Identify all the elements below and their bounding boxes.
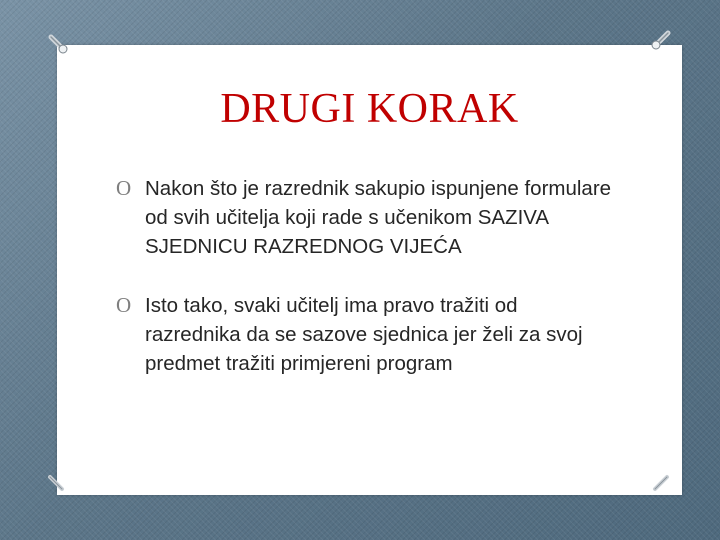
push-pin-icon bbox=[47, 474, 67, 494]
bullet-item bbox=[116, 291, 616, 378]
bullet-text: Nakon što je razrednik sakupio ispunjene formulare od svih učitelja koji rade s učenikom SAZIVA SJEDNICU RAZREDNOG VIJEĆA bbox=[145, 177, 612, 258]
push-pin-icon bbox=[48, 34, 68, 54]
bullet-marker: O bbox=[116, 293, 132, 317]
push-pin-icon bbox=[650, 474, 670, 494]
bullet-text: Isto tako, svaki učitelj ima pravo tražiti od razrednika da se sazove sjednica jer želi za svoj predmet tražiti primjereni program bbox=[145, 294, 583, 375]
push-pin-icon bbox=[651, 30, 671, 50]
bullet-list bbox=[116, 174, 616, 378]
bullet-item bbox=[116, 174, 616, 261]
slide-title: DRUGI KORAK bbox=[220, 86, 519, 132]
bullet-marker: O bbox=[116, 176, 132, 200]
